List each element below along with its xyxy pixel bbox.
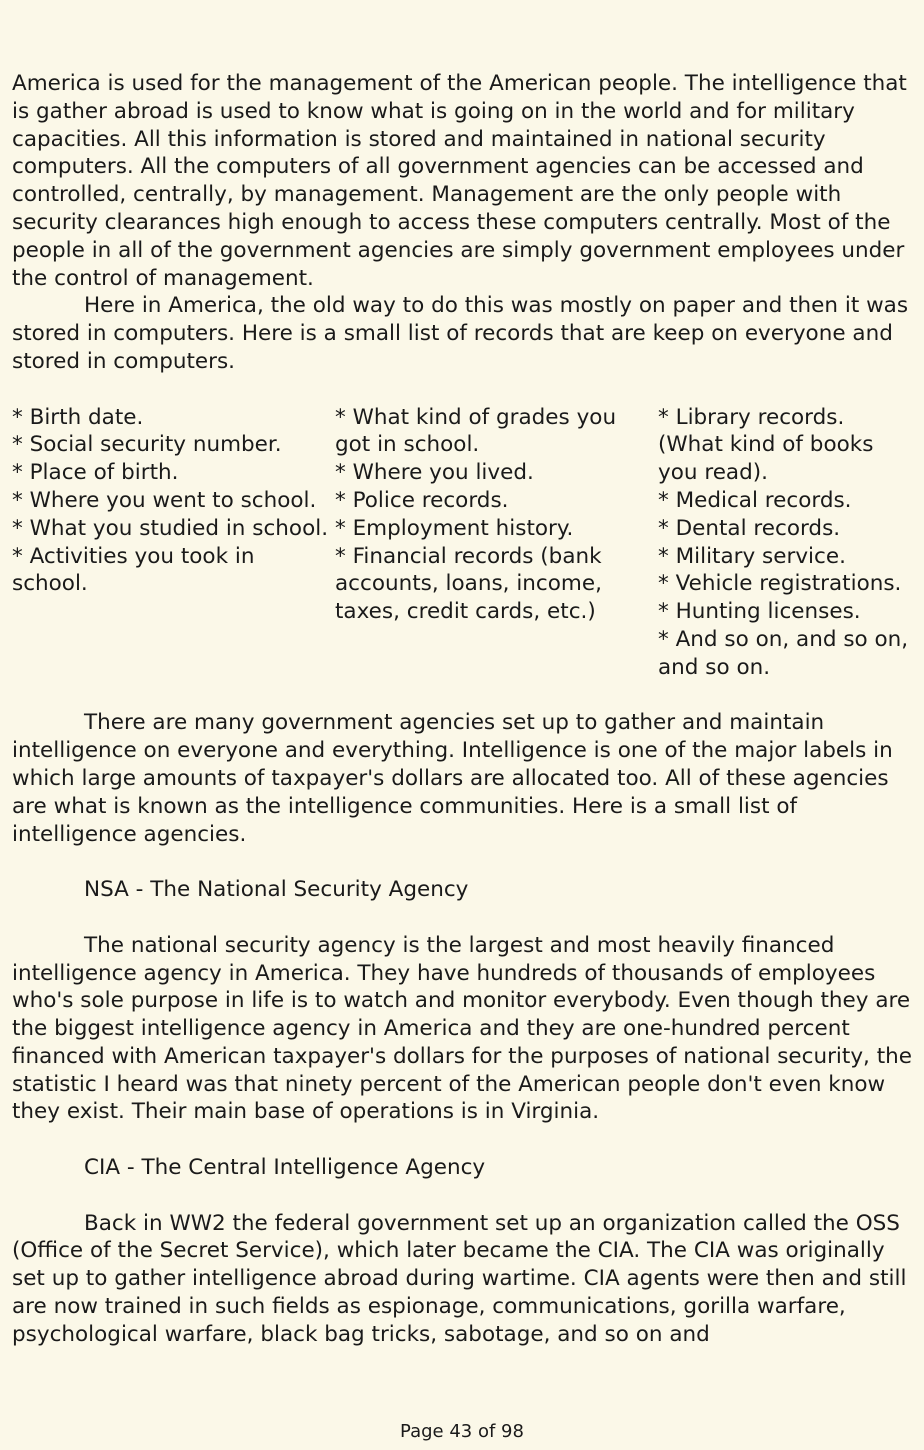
list-item: * Medical records. xyxy=(658,487,852,513)
spacer xyxy=(12,376,912,404)
records-column-3 xyxy=(658,404,912,682)
list-item: * Dental records. xyxy=(658,515,841,541)
list-item: * Place of birth. xyxy=(12,460,179,486)
list-item: * Where you lived. xyxy=(335,460,534,486)
list-item: * Financial records (bank accounts, loans, income, taxes, credit cards, etc.) xyxy=(335,543,602,625)
paragraph-agencies: There are many government agencies set up to gather and maintain intelligence on everyone and everything. Intelligence is one of the major labels in which large amounts of taxpayer's dollars are allocated too. All of these agencies are what is known as the intelligence communities. Here is a small list of intelligence agencies. xyxy=(12,710,893,847)
list-item: * And so on, and so on, and so on. xyxy=(658,626,909,680)
spacer xyxy=(12,1126,912,1154)
list-item: * Birth date. xyxy=(12,404,144,430)
paragraph-cia: Back in WW2 the federal government set up an organization called the OSS (Office of the Secret Service), which later became the CIA. The CIA was originally set up to gather intelligence abroad during wartime. CIA agents were then and still are now trained in such fields as espionage, communications, gorilla warfare, psychological warfare, black bag tricks, sabotage, and so on and xyxy=(12,1210,907,1347)
list-item: * Social security number. xyxy=(12,432,282,458)
list-item: * Vehicle registrations. xyxy=(658,571,902,597)
spacer xyxy=(12,904,912,932)
spacer xyxy=(12,848,912,876)
list-item: * What you studied in school. xyxy=(12,515,329,541)
spacer xyxy=(12,1182,912,1210)
records-list xyxy=(12,404,912,682)
document-page xyxy=(12,70,912,1349)
paragraph-records-intro: Here in America, the old way to do this was mostly on paper and then it was stored in computers. Here is a small list of records that are keep on everyone and stored in computers. xyxy=(12,293,909,374)
list-item: * Police records. xyxy=(335,487,509,513)
list-item: * Library records. (What kind of books you read). xyxy=(658,404,874,486)
list-item: * Employment history. xyxy=(335,515,574,541)
list-item: * What kind of grades you got in school. xyxy=(335,404,617,458)
records-column-1 xyxy=(12,404,335,682)
list-item: * Military service. xyxy=(658,543,846,569)
paragraph-nsa: The national security agency is the largest and most heavily financed intelligence agency in America. They have hundreds of thousands of employees who's sole purpose in life is to watch and monitor everybody. Even though they are the biggest intelligence agency in America and they are one-hundred percent financed with American taxpayer's dollars for the purposes of national security, the statistic I heard was that ninety percent of the American people don't even know they exist. Their main base of operations is in Virginia. xyxy=(12,932,912,1125)
list-item: * Activities you took in school. xyxy=(12,543,255,597)
section-heading-cia: CIA - The Central Intelligence Agency xyxy=(84,1155,486,1181)
list-item: * Hunting licenses. xyxy=(658,599,861,625)
paragraph-intro: America is used for the management of the American people. The intelligence that is gather abroad is used to know what is going on in the world and for military capacities. All this information is stored and maintained in national security computers. All the computers of all government agencies can be accessed and controlled, centrally, by management. Management are the only people with security clearances high enough to access these computers centrally. Most of the people in all of the government agencies are simply government employees under the control of management. xyxy=(12,71,907,291)
section-heading-nsa: NSA - The National Security Agency xyxy=(84,877,469,903)
list-item: * Where you went to school. xyxy=(12,487,317,513)
records-column-2 xyxy=(335,404,658,682)
page-number: Page 43 of 98 xyxy=(400,1421,524,1442)
spacer xyxy=(12,682,912,710)
